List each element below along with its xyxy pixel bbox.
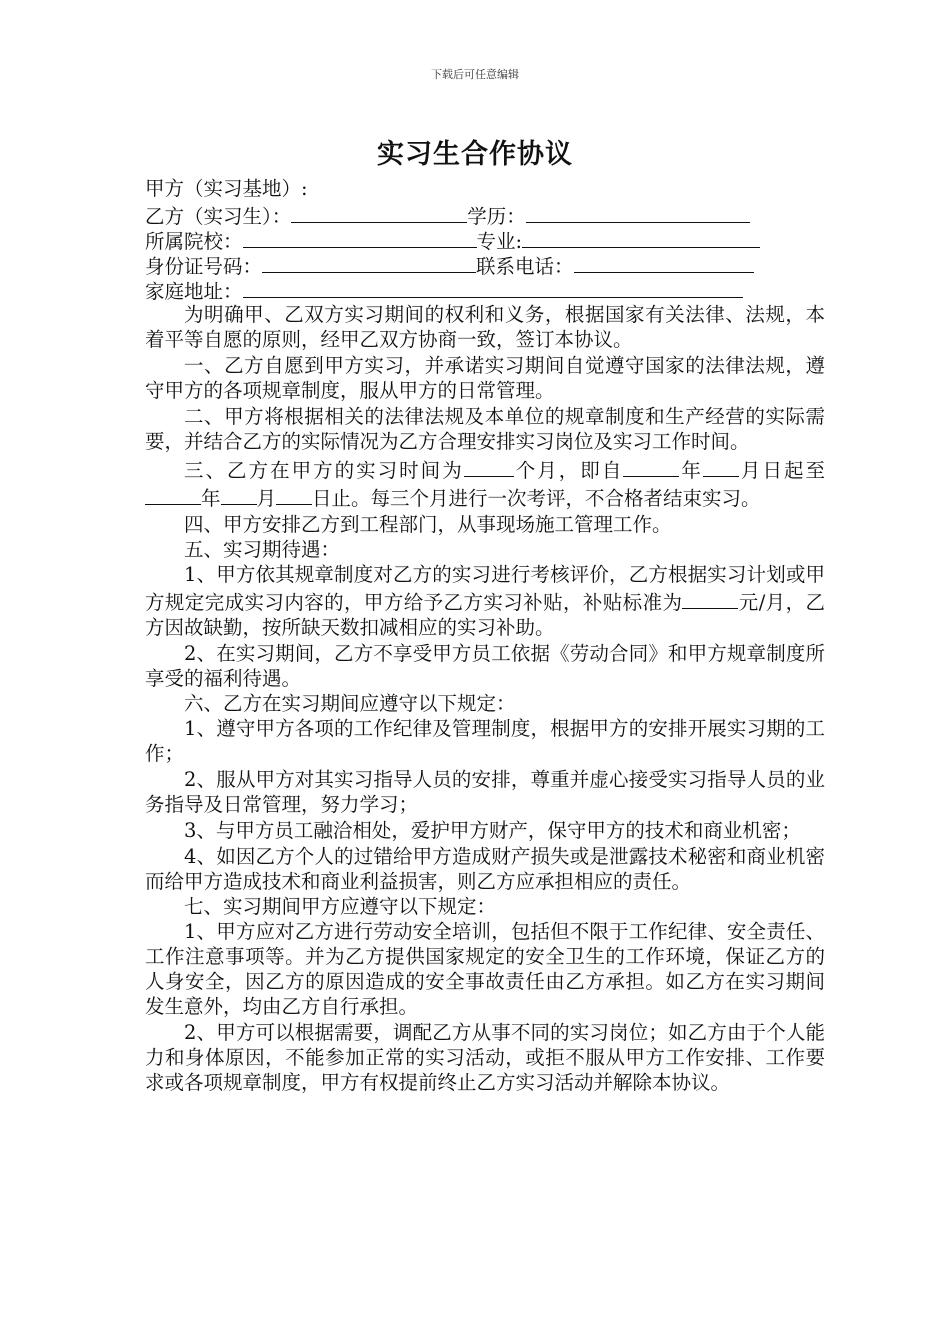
- clause-5: 五、实习期待遇：: [184, 538, 341, 561]
- address-label: 家庭地址：: [145, 280, 243, 303]
- end-year-blank[interactable]: [145, 483, 201, 505]
- school-blank[interactable]: [243, 226, 477, 248]
- clause-3-text: 三、乙方在甲方的实习时间为: [184, 459, 464, 482]
- education-label: 学历：: [467, 205, 526, 228]
- school-line: [145, 226, 825, 251]
- phone-blank[interactable]: [574, 251, 754, 273]
- id-label: 身份证号码：: [145, 255, 263, 278]
- party-a-line: [145, 176, 825, 201]
- end-month-blank[interactable]: [221, 483, 257, 505]
- major-label: 专业:: [476, 230, 523, 253]
- address-line: [145, 276, 825, 301]
- clause-7: 七、实习期间甲方应遵守以下规定：: [184, 895, 497, 918]
- clause-3-text: 年: [201, 487, 221, 510]
- document-title: 实习生合作协议: [377, 139, 573, 170]
- clause-3-text: 个月，即自: [513, 459, 624, 482]
- clause-3-text: 日起至: [762, 459, 825, 482]
- clause-1: 一、乙方自愿到甲方实习，并承诺实习期间自觉遵守国家的法律法规，遵守甲方的各项规章制度，服从甲方的日常管理。: [145, 354, 825, 402]
- clause-6-1: 1、遵守甲方各项的工作纪律及管理制度，根据甲方的安排开展实习期的工作；: [145, 717, 825, 765]
- clause-5-2: 2、在实习期间，乙方不享受甲方员工依据《劳动合同》和甲方规章制度所享受的福利待遇。: [145, 642, 825, 690]
- phone-label: 联系电话：: [476, 255, 574, 278]
- clause-3-text: 年: [679, 459, 703, 482]
- agreement-body: [145, 176, 825, 1095]
- clause-6-4: 4、如因乙方个人的过错给甲方造成财产损失或是泄露技术秘密和商业机密而给甲方造成技术和商业利益损害，则乙方应承担相应的责任。: [145, 845, 825, 893]
- party-b-label: 乙方（实习生）：: [145, 205, 292, 228]
- clause-7-2: 2、甲方可以根据需要，调配乙方从事不同的实习岗位；如乙方由于个人能力和身体原因，不能参加正常的实习活动，或拒不服从甲方工作安排、工作要求或各项规章制度，甲方有权提前终止乙方实习活动并解除本协议。: [145, 1021, 825, 1094]
- clause-4: 四、甲方安排乙方到工程部门，从事现场施工管理工作。: [184, 513, 672, 536]
- clause-3: [145, 455, 825, 511]
- clause-5-1-text: 1、甲方依其规章制度对乙方的实习进行考核评价，乙方根据实习计划或甲方规定完成实习内容的，甲方给予乙方实习补贴，补贴标准为: [145, 563, 825, 614]
- clause-2: 二、甲方将根据相关的法律法规及本单位的规章制度和生产经营的实际需要，并结合乙方的实际情况为乙方合理安排实习岗位及实习工作时间。: [145, 405, 825, 453]
- id-blank[interactable]: [262, 251, 476, 273]
- clause-7-1: 1、甲方应对乙方进行劳动安全培训，包括但不限于工作纪律、安全责任、工作注意事项等。并为乙方提供国家规定的安全卫生的工作环境，保证乙方的人身安全，因乙方的原因造成的安全事故责任由乙方承担。如乙方在实习期间发生意外，均由乙方自行承担。: [145, 920, 825, 1018]
- major-blank[interactable]: [522, 226, 760, 248]
- education-blank[interactable]: [526, 201, 750, 223]
- party-b-line: [145, 201, 825, 226]
- end-day-blank[interactable]: [276, 483, 312, 505]
- header-note: 下载后可任意编辑: [431, 68, 519, 81]
- clause-6: 六、乙方在实习期间应遵守以下规定：: [184, 692, 516, 715]
- clause-6-2: 2、服从甲方对其实习指导人员的安排，尊重并虚心接受实习指导人员的业务指导及日常管理，努力学习；: [145, 768, 825, 816]
- clause-6-3: 3、与甲方员工融洽相处，爱护甲方财产，保守甲方的技术和商业机密；: [184, 819, 801, 842]
- allowance-blank[interactable]: [682, 587, 738, 609]
- clause-3-text: 月: [256, 487, 277, 510]
- clause-3-text: 月: [738, 459, 763, 482]
- start-year-blank[interactable]: [623, 455, 679, 477]
- party-b-blank[interactable]: [291, 201, 467, 223]
- id-line: [145, 251, 825, 276]
- intro-paragraph: 为明确甲、乙双方实习期间的权利和义务，根据国家有关法律、法规，本着平等自愿的原则，经甲乙双方协商一致，签订本协议。: [145, 303, 825, 351]
- clause-3-text: 日止。每三个月进行一次考评，不合格者结束实习。: [312, 487, 761, 510]
- party-a-label: 甲方（实习基地）:: [145, 177, 308, 200]
- address-blank[interactable]: [243, 276, 743, 298]
- start-month-blank[interactable]: [703, 455, 739, 477]
- clause-5-1: [145, 562, 825, 640]
- school-label: 所属院校：: [145, 230, 243, 253]
- clause-5-1-text: 元/月，乙方因故缺勤，按所缺天数扣减相应的实习补助。: [145, 591, 825, 639]
- months-blank[interactable]: [464, 455, 514, 477]
